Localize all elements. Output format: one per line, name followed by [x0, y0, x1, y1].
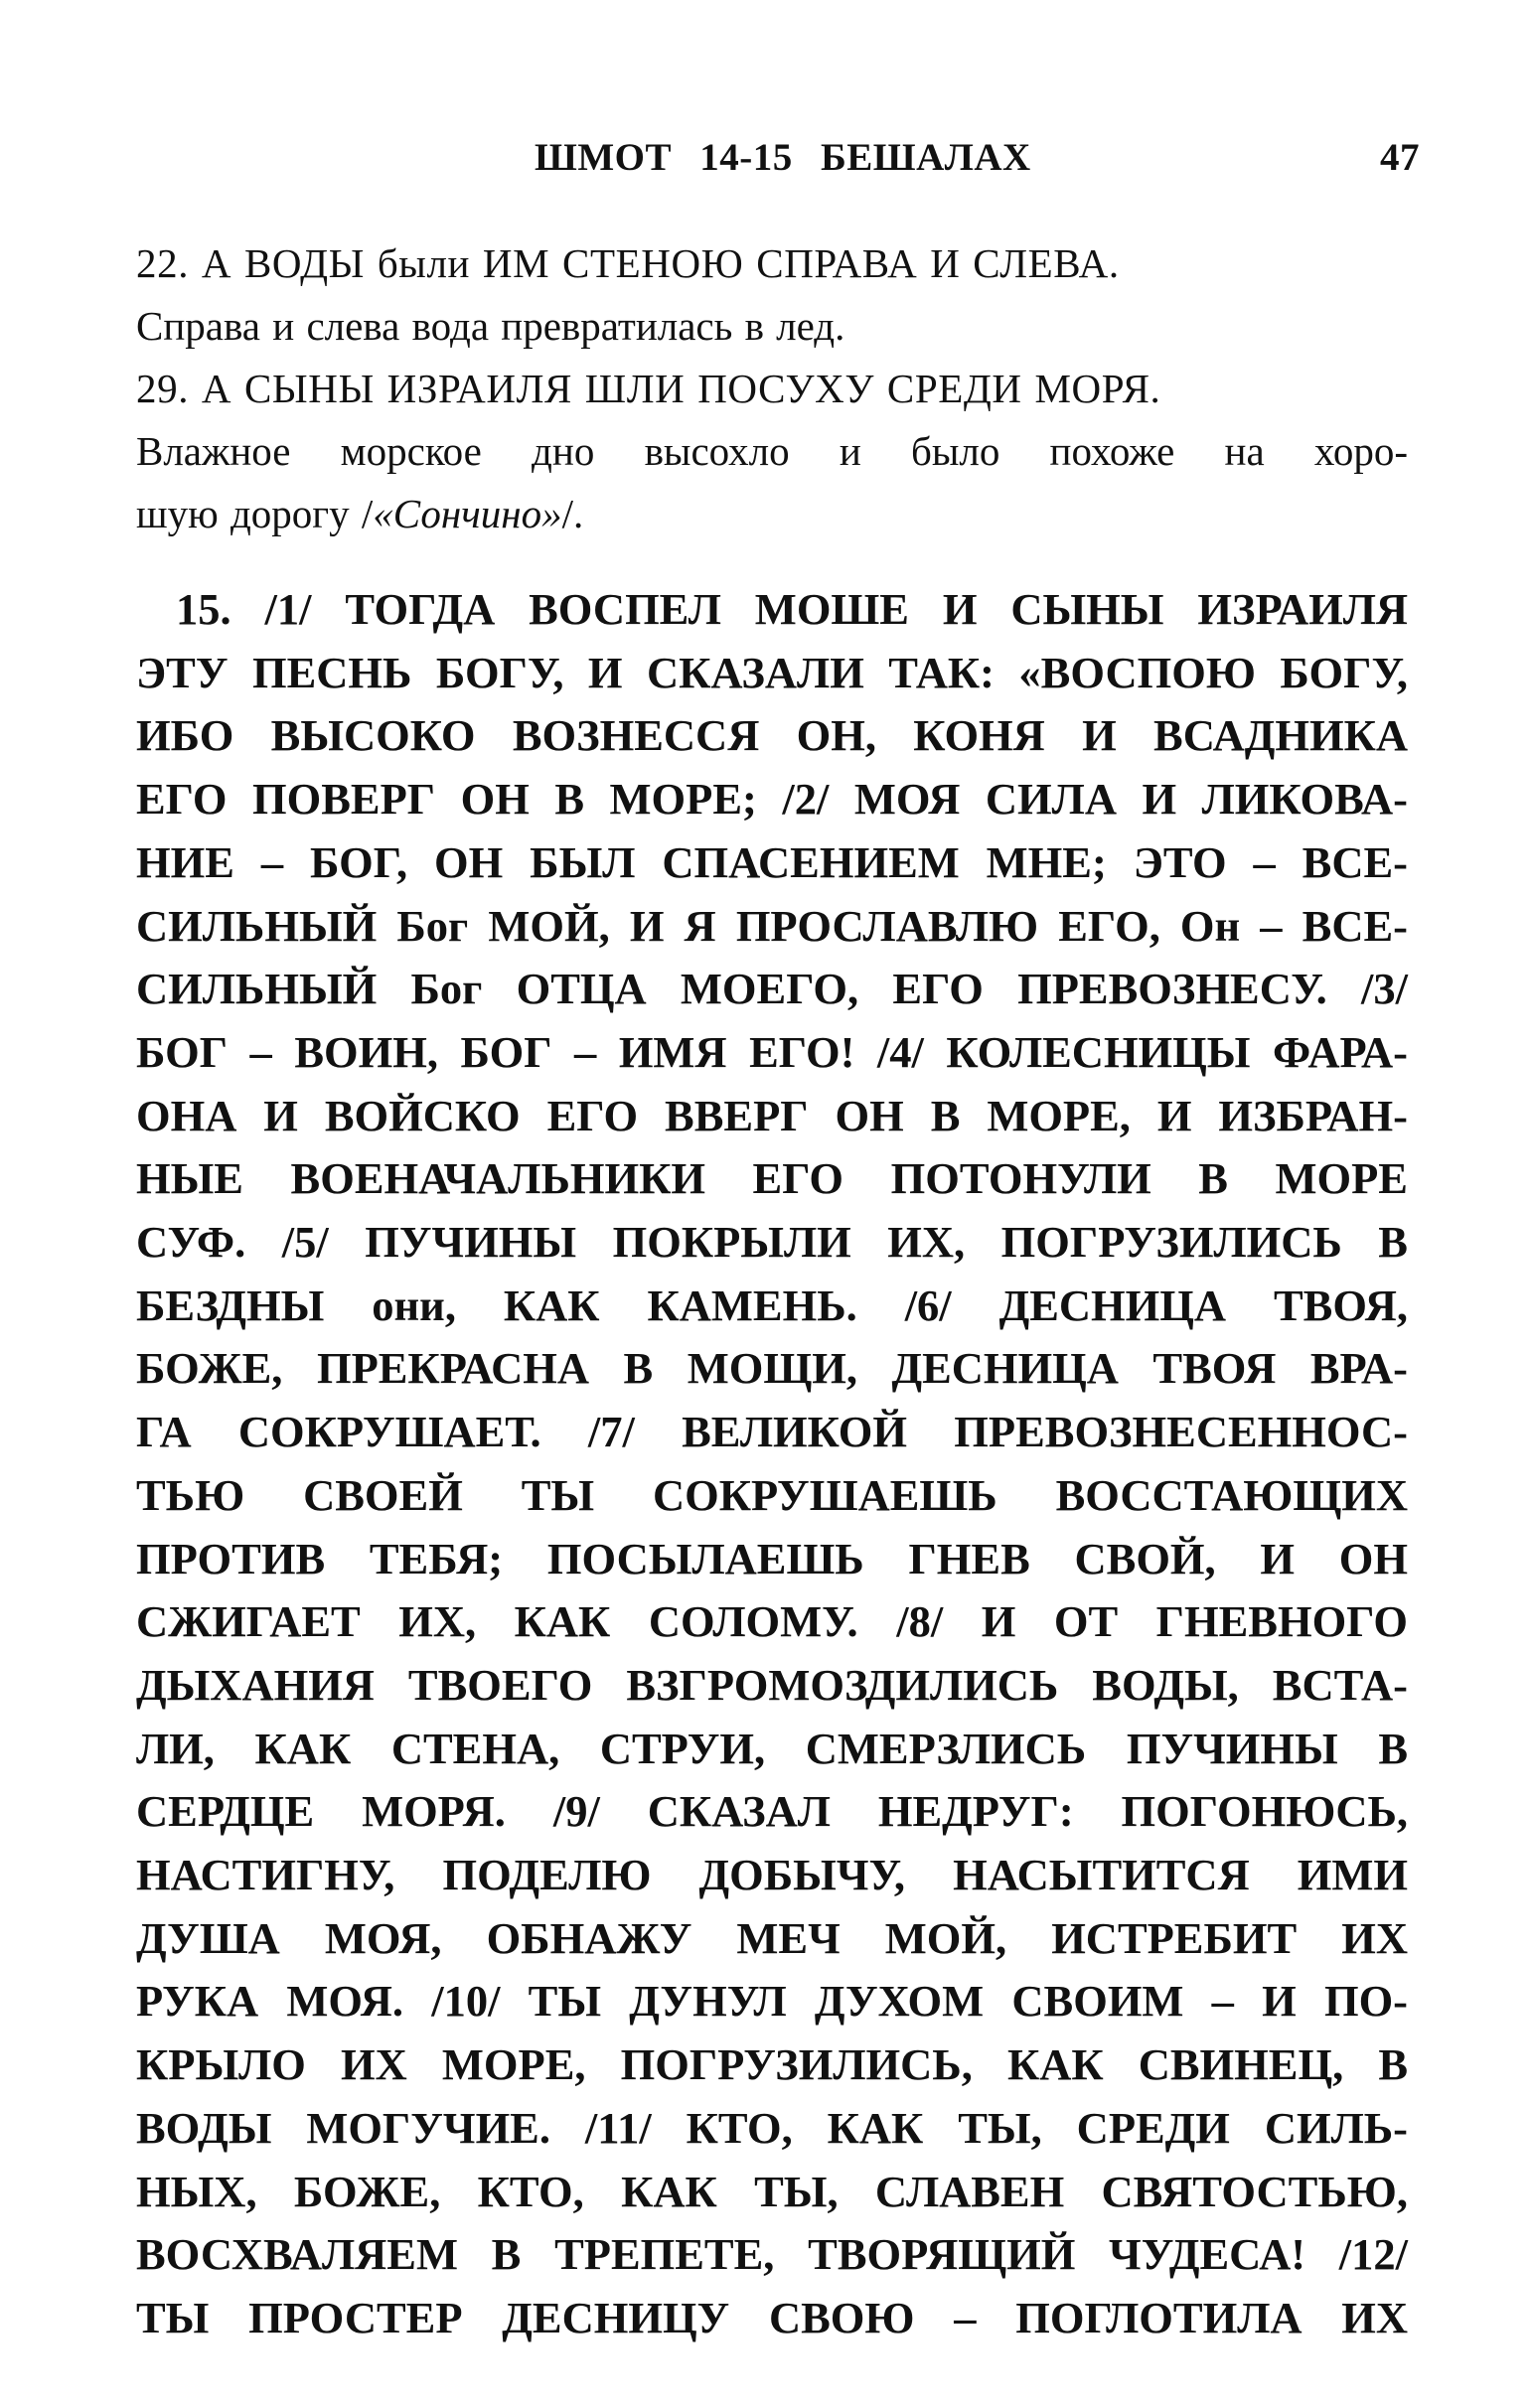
- scripture-line: ЕГО ПОВЕРГ ОН В МОРЕ; /2/ МОЯ СИЛА И ЛИКОВА-: [136, 774, 1408, 825]
- scripture-line: БЕЗДНЫ они, КАК КАМЕНЬ. /6/ ДЕСНИЦА ТВОЯ,: [136, 1279, 1408, 1330]
- scripture-line: 15. /1/ ТОГДА ВОСПЕЛ МОШЕ И СЫНЫ ИЗРАИЛЯ: [176, 584, 1408, 634]
- scripture-line: СИЛЬНЫЙ Бог МОЙ, И Я ПРОСЛАВЛЮ ЕГО, Он – ВСЕ-: [136, 900, 1408, 951]
- scripture-line: НИЕ – БОГ, ОН БЫЛ СПАСЕНИЕМ МНЕ; ЭТО – ВСЕ-: [136, 836, 1408, 887]
- book-page: [136, 129, 1420, 2350]
- running-header: [136, 129, 1420, 189]
- scripture-line: ВОСХВАЛЯЕМ В ТРЕПЕТЕ, ТВОРЯЩИЙ ЧУДЕСА! /12/: [136, 2229, 1408, 2280]
- commentary-note-22: Справа и слева вода превратилась в лед.: [136, 303, 845, 349]
- scripture-line: ТЬЮ СВОЕЙ ТЫ СОКРУШАЕШЬ ВОССТАЮЩИХ: [136, 1469, 1408, 1520]
- commentary-note-29-suffix: /.: [561, 491, 584, 536]
- scripture-line: ГА СОКРУШАЕТ. /7/ ВЕЛИКОЙ ПРЕВОЗНЕСЕННОС-: [136, 1407, 1408, 1457]
- source-citation: «Сончино»: [373, 491, 562, 536]
- scripture-line: СИЛЬНЫЙ Бог ОТЦА МОЕГО, ЕГО ПРЕВОЗНЕСУ. /3/: [136, 964, 1408, 1014]
- scripture-line: КРЫЛО ИХ МОРЕ, ПОГРУЗИЛИСЬ, КАК СВИНЕЦ, В: [136, 2039, 1408, 2090]
- scripture-line: НЫХ, БОЖЕ, КТО, КАК ТЫ, СЛАВЕН СВЯТОСТЬЮ,: [136, 2166, 1408, 2216]
- scripture-line: ВОДЫ МОГУЧИЕ. /11/ КТО, КАК ТЫ, СРЕДИ СИЛЬ-: [136, 2102, 1408, 2153]
- scripture-line: НЫЕ ВОЕНАЧАЛЬНИКИ ЕГО ПОТОНУЛИ В МОРЕ: [136, 1153, 1408, 1204]
- scripture-line: ДЫХАНИЯ ТВОЕГО ВЗГРОМОЗДИЛИСЬ ВОДЫ, ВСТА-: [136, 1659, 1408, 1710]
- commentary-note-29-prefix: шую дорогу /: [136, 491, 374, 536]
- commentary-note-29: [136, 420, 1408, 483]
- scripture-line: СЕРДЦЕ МОРЯ. /9/ СКАЗАЛ НЕДРУГ: ПОГОНЮСЬ,: [136, 1786, 1408, 1837]
- scripture-line: ЭТУ ПЕСНЬ БОГУ, И СКАЗАЛИ ТАК: «ВОСПОЮ БОГУ,: [136, 647, 1408, 697]
- commentary-verse-22: 22. А ВОДЫ были ИМ СТЕНОЮ СПРАВА И СЛЕВА.: [136, 240, 1120, 286]
- scripture-line: РУКА МОЯ. /10/ ТЫ ДУНУЛ ДУХОМ СВОИМ – И ПО-: [136, 1976, 1408, 2027]
- scripture-line: БОГ – ВОИН, БОГ – ИМЯ ЕГО! /4/ КОЛЕСНИЦЫ ФАРА-: [136, 1026, 1408, 1077]
- scripture-line: СУФ. /5/ ПУЧИНЫ ПОКРЫЛИ ИХ, ПОГРУЗИЛИСЬ В: [136, 1217, 1408, 1268]
- commentary-block: [136, 232, 1408, 545]
- scripture-line: ДУША МОЯ, ОБНАЖУ МЕЧ МОЙ, ИСТРЕБИТ ИХ: [136, 1912, 1408, 1963]
- scripture-line: ТЫ ПРОСТЕР ДЕСНИЦУ СВОЮ – ПОГЛОТИЛА ИХ: [136, 2292, 1408, 2342]
- scripture-text-block: [136, 578, 1408, 2350]
- scripture-line: ИБО ВЫСОКО ВОЗНЕССЯ ОН, КОНЯ И ВСАДНИКА: [136, 710, 1408, 761]
- scripture-line: ПРОТИВ ТЕБЯ; ПОСЫЛАЕШЬ ГНЕВ СВОЙ, И ОН: [136, 1533, 1408, 1583]
- running-header-title: ШМОТ 14-15 БЕШАЛАХ: [535, 136, 1031, 179]
- page-number: 47: [1380, 136, 1420, 179]
- scripture-line: НАСТИГНУ, ПОДЕЛЮ ДОБЫЧУ, НАСЫТИТСЯ ИМИ: [136, 1850, 1408, 1900]
- commentary-note-29-end: [136, 483, 1408, 545]
- scripture-line: ЛИ, КАК СТЕНА, СТРУИ, СМЕРЗЛИСЬ ПУЧИНЫ В: [136, 1723, 1408, 1773]
- scripture-line: ОНА И ВОЙСКО ЕГО ВВЕРГ ОН В МОРЕ, И ИЗБРАН-: [136, 1090, 1408, 1140]
- commentary-verse-29: 29. А СЫНЫ ИЗРАИЛЯ ШЛИ ПОСУХУ СРЕДИ МОРЯ.: [136, 366, 1161, 411]
- scripture-line: БОЖЕ, ПРЕКРАСНА В МОЩИ, ДЕСНИЦА ТВОЯ ВРА-: [136, 1343, 1408, 1394]
- commentary-note-29-text: Влажное морское дно высохло и было похоже на хоро-: [136, 428, 1408, 474]
- scripture-line: СЖИГАЕТ ИХ, КАК СОЛОМУ. /8/ И ОТ ГНЕВНОГО: [136, 1596, 1408, 1647]
